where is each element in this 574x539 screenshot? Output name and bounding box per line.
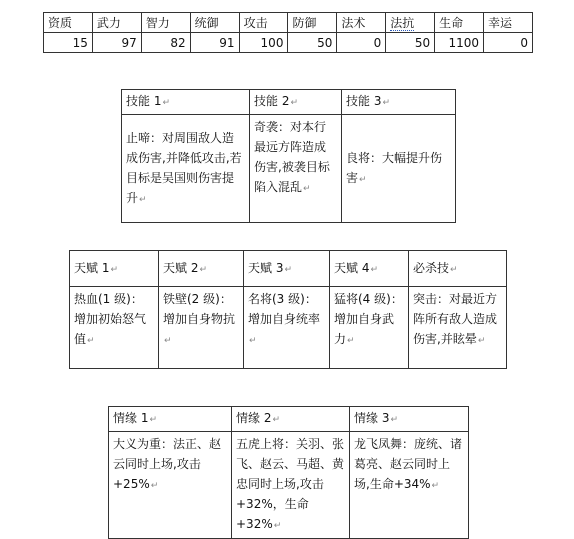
stat-header: 防御 bbox=[288, 13, 337, 33]
talent-text: 铁壁(2 级)：增加自身物抗↵ bbox=[159, 287, 244, 369]
stat-header: 武力 bbox=[92, 13, 141, 33]
bond-header: 情缘 2↵ bbox=[232, 407, 350, 432]
bonds-table bbox=[108, 406, 469, 539]
skills-header-row bbox=[122, 90, 456, 115]
stats-value-row bbox=[44, 33, 533, 53]
stat-header: 法抗 bbox=[386, 13, 435, 33]
talents-table bbox=[69, 250, 507, 369]
stat-header: 资质 bbox=[44, 13, 93, 33]
skill-text: 止啼：对周围敌人造成伤害,并降低攻击,若目标是吴国则伤害提升↵ bbox=[122, 115, 250, 223]
talent-header: 天赋 4↵ bbox=[330, 251, 409, 287]
stat-header: 统御 bbox=[190, 13, 239, 33]
talent-text: 猛将(4 级)：增加自身武力↵ bbox=[330, 287, 409, 369]
skill-text: 良将：大幅提升伤害↵ bbox=[342, 115, 456, 223]
stat-value: 0 bbox=[337, 33, 386, 53]
stat-value: 0 bbox=[484, 33, 533, 53]
stat-value: 1100 bbox=[435, 33, 484, 53]
bond-header: 情缘 3↵ bbox=[350, 407, 469, 432]
bonds-text-row bbox=[109, 432, 469, 539]
skills-table bbox=[121, 89, 456, 223]
talent-header: 必杀技↵ bbox=[409, 251, 507, 287]
talents-text-row bbox=[70, 287, 507, 369]
stats-header-row bbox=[44, 13, 533, 33]
stat-header: 攻击 bbox=[239, 13, 288, 33]
talent-header: 天赋 1↵ bbox=[70, 251, 159, 287]
talent-header: 天赋 3↵ bbox=[244, 251, 330, 287]
skill-text: 奇袭：对本行最远方阵造成伤害,被袭目标陷入混乱↵ bbox=[250, 115, 342, 223]
stat-value: 97 bbox=[92, 33, 141, 53]
skill-header: 技能 1↵ bbox=[122, 90, 250, 115]
talent-header: 天赋 2↵ bbox=[159, 251, 244, 287]
stat-header: 法术 bbox=[337, 13, 386, 33]
bonds-header-row bbox=[109, 407, 469, 432]
talent-text: 名将(3 级)：增加自身统率↵ bbox=[244, 287, 330, 369]
stat-value: 15 bbox=[44, 33, 93, 53]
stats-table bbox=[43, 12, 533, 53]
stat-value: 50 bbox=[386, 33, 435, 53]
stat-header: 生命 bbox=[435, 13, 484, 33]
bond-header: 情缘 1↵ bbox=[109, 407, 232, 432]
skill-header: 技能 3↵ bbox=[342, 90, 456, 115]
bond-text: 大义为重：法正、赵云同时上场,攻击+25%↵ bbox=[109, 432, 232, 539]
stat-value: 91 bbox=[190, 33, 239, 53]
talents-header-row bbox=[70, 251, 507, 287]
bond-text: 五虎上将：关羽、张飞、赵云、马超、黄忠同时上场,攻击 +32%，生命+32%↵ bbox=[232, 432, 350, 539]
skill-header: 技能 2↵ bbox=[250, 90, 342, 115]
stat-header: 智力 bbox=[141, 13, 190, 33]
stat-header: 幸运 bbox=[484, 13, 533, 33]
skills-text-row bbox=[122, 115, 456, 223]
talent-text: 突击：对最近方阵所有敌人造成伤害,并眩晕↵ bbox=[409, 287, 507, 369]
stat-value: 50 bbox=[288, 33, 337, 53]
stat-value: 100 bbox=[239, 33, 288, 53]
talent-text: 热血(1 级)：增加初始怒气值↵ bbox=[70, 287, 159, 369]
bond-text: 龙飞凤舞：庞统、诸葛亮、赵云同时上场,生命+34%↵ bbox=[350, 432, 469, 539]
stat-value: 82 bbox=[141, 33, 190, 53]
